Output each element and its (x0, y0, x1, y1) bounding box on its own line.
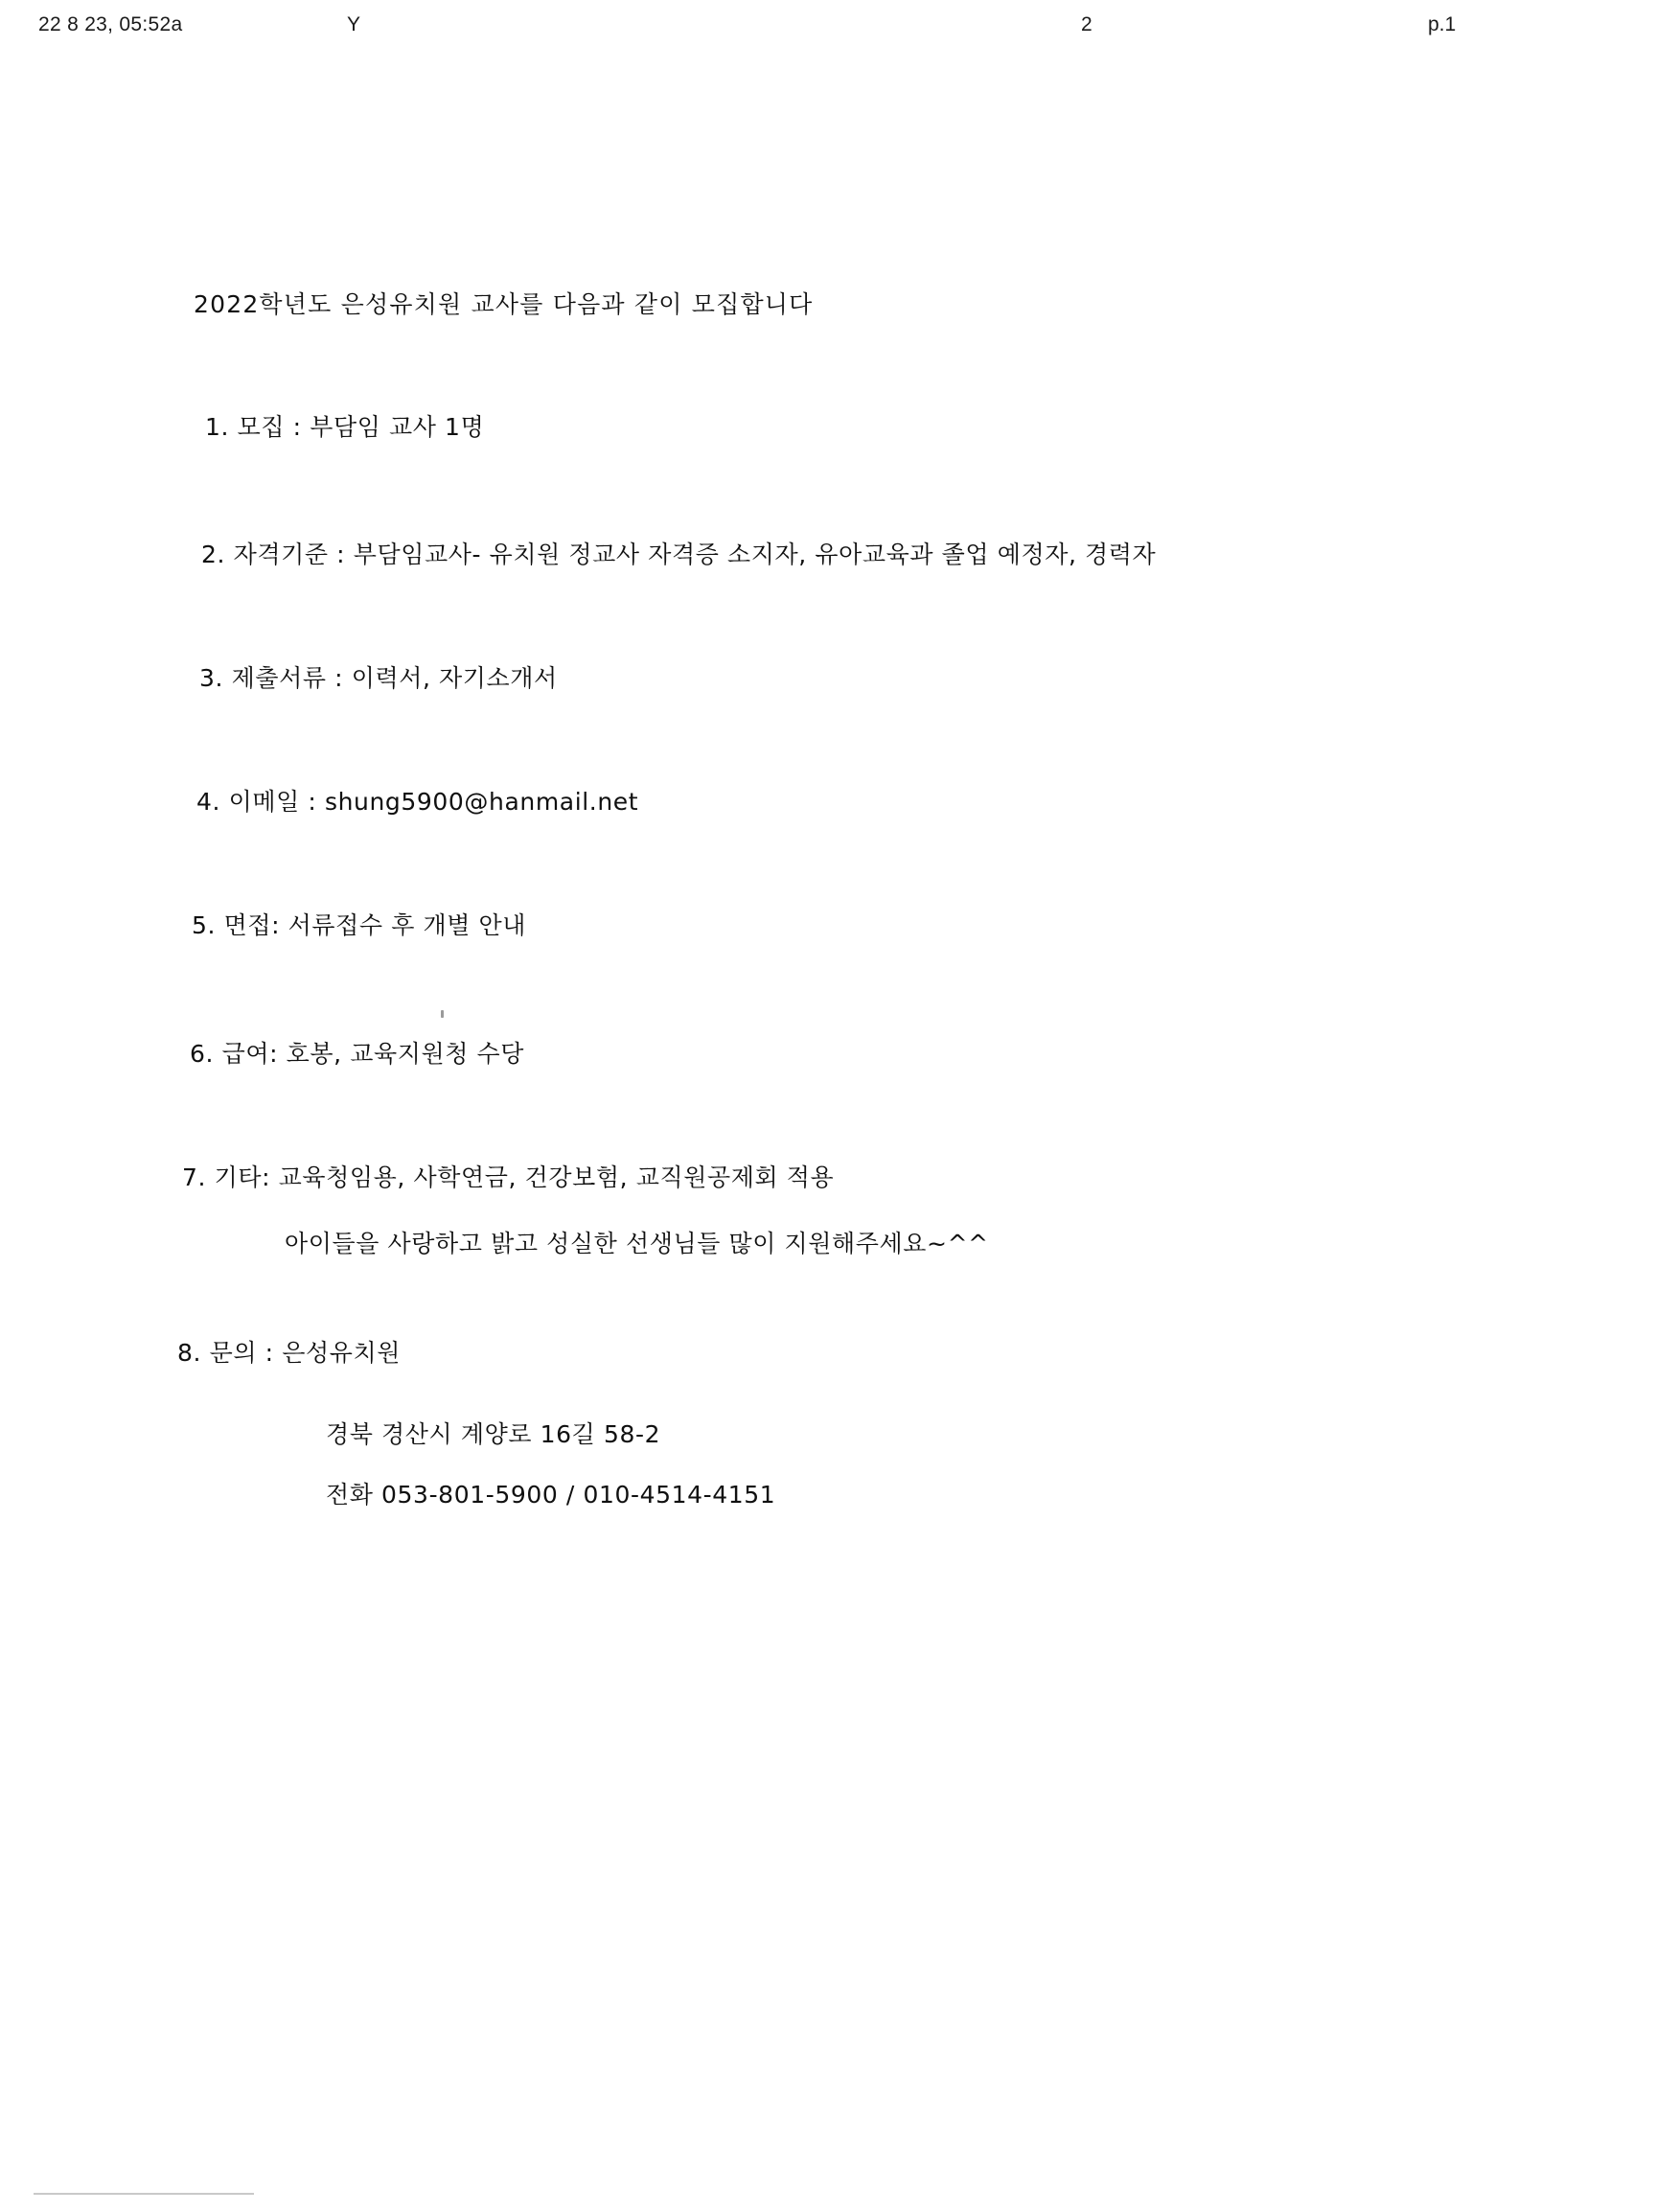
contact-phone: 전화 053-801-5900 / 010-4514-4151 (326, 1481, 776, 1509)
list-item-6-salary: 6. 급여: 호봉, 교육지원청 수당 (190, 1040, 525, 1068)
list-item-1-recruitment: 1. 모집 : 부담임 교사 1명 (205, 413, 485, 441)
fax-header-mark: Y (347, 13, 361, 35)
list-item-4-email: 4. 이메일 : shung5900@hanmail.net (196, 788, 639, 816)
list-item-2-qualifications: 2. 자격기준 : 부담임교사- 유치원 정교사 자격증 소지자, 유아교육과 졸업 예정자, 경력자 (201, 541, 1157, 568)
document-title: 2022학년도 은성유치원 교사를 다음과 같이 모집합니다 (194, 290, 814, 318)
list-item-7-other: 7. 기타: 교육청임용, 사학연금, 건강보험, 교직원공제회 적용 (182, 1164, 835, 1191)
fax-header-page: p.1 (1428, 13, 1457, 35)
list-item-3-documents: 3. 제출서류 : 이력서, 자기소개서 (199, 664, 558, 692)
scan-speck (441, 1010, 444, 1018)
list-item-7-note: 아이들을 사랑하고 밝고 성실한 선생님들 많이 지원해주세요~^^ (285, 1230, 989, 1257)
list-item-5-interview: 5. 면접: 서류접수 후 개별 안내 (192, 911, 527, 939)
contact-address: 경북 경산시 계양로 16길 58-2 (326, 1420, 661, 1448)
scan-edge-line (34, 2193, 254, 2195)
fax-header-number: 2 (1081, 13, 1092, 35)
fax-header-timestamp: 22 8 23, 05:52a (38, 13, 183, 35)
list-item-8-inquiry: 8. 문의 : 은성유치원 (177, 1339, 401, 1367)
